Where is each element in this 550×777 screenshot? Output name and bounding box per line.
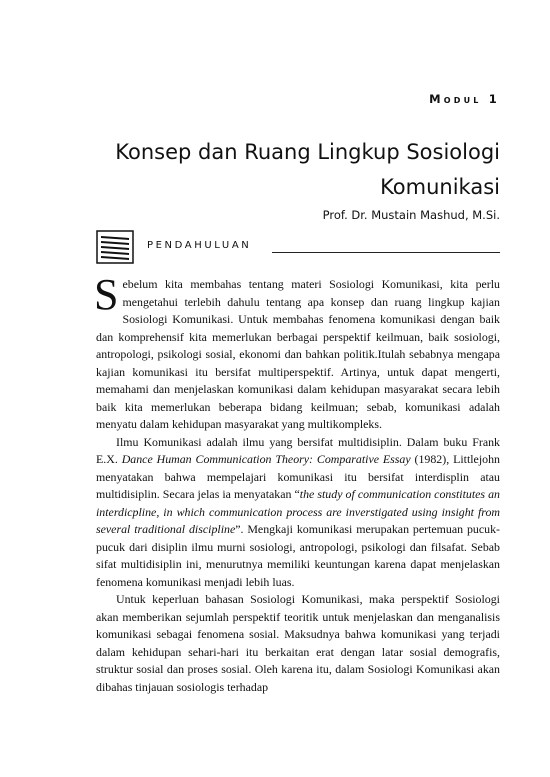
section-title: PENDAHULUAN bbox=[147, 240, 252, 251]
paragraph-2-text-e: ”. Mengkaji komunikasi merupakan pertemuan pucuk-pucuk dari disiplin ilmu murni sosiologi, antropologi, psikologi dan filsafat. Sebab sifat multidisiplin ini, menurutnya memiliki keuntungan karena dapat menjelaskan fenomena komunikasi menjadi lebih luas. bbox=[96, 522, 500, 589]
quote-italic: the study of communication constitutes an interdicpline, in which communication process are inverstigated using insight from several traditional discipline bbox=[96, 487, 500, 536]
chapter-title-line-2: Komunikasi bbox=[380, 175, 500, 199]
paragraph-3: Untuk keperluan bahasan Sosiologi Komunikasi, maka perspektif Sosiologi akan memberikan sejumlah perspektif teoritik untuk menjelaskan dan menganalisis komunikasi sebagai fenomena sosial. Maksudnya bahwa komunikasi yang terjadi dalam kehidupan sehari-hari itu berkaitan erat dengan latar sosial demografis, struktur sosial dan proses sosial. Oleh karena itu, dalam Sosiologi Komunikasi akan dibahas tinjauan sosiologis terhadap bbox=[96, 592, 500, 694]
section-divider bbox=[272, 252, 500, 253]
paragraph-2 bbox=[96, 434, 500, 592]
author-name: Prof. Dr. Mustain Mashud, M.Si. bbox=[322, 208, 500, 222]
book-title-italic: Dance Human Communication Theory: Comparative Essay bbox=[121, 452, 411, 466]
paragraph-1 bbox=[94, 270, 500, 434]
paragraph-2-text-c: (1982), Littlejohn menyatakan bahwa mempelajari komunikasi itu bersifat interdisplin atau multidisiplin. Secara jelas ia menyatakan “ bbox=[96, 452, 500, 501]
drop-cap: S bbox=[94, 270, 119, 319]
paragraph-1-text: ebelum kita membahas tentang materi Sosiologi Komunikasi, kita perlu mengetahui terlebih dahulu tentang apa konsep dan ruang lingkup kajian Sosiologi Komunikasi. Untuk membahas fenomena komunikasi dengan baik dan komprehensif kita memerlukan berbagai perspektif keilmuan, baik sosiologi, antropologi, psikologi sosial, ekonomi dan bahkan politik.Itulah sebabnya mengapa kajian komunikasi itu bersifat multiperspektif. Artinya, untuk dapat mengerti, memahami dan menjelaskan komunikasi dalam kehidupan masyarakat secara lebih baik kita memerlukan beberapa bidang keilmuan; sebab, komunikasi adalah menyatu dalam kehidupan masyarakat yang multikompleks. bbox=[96, 277, 500, 431]
body-text bbox=[94, 270, 500, 696]
module-label: Modul 1 bbox=[429, 92, 500, 106]
chapter-title-line-1: Konsep dan Ruang Lingkup Sosiologi bbox=[115, 140, 500, 164]
paragraph-2-text-a: Ilmu Komunikasi adalah ilmu yang bersifat multidisiplin. Dalam buku Frank E.X. bbox=[96, 434, 500, 466]
book-lines-icon bbox=[96, 230, 134, 264]
